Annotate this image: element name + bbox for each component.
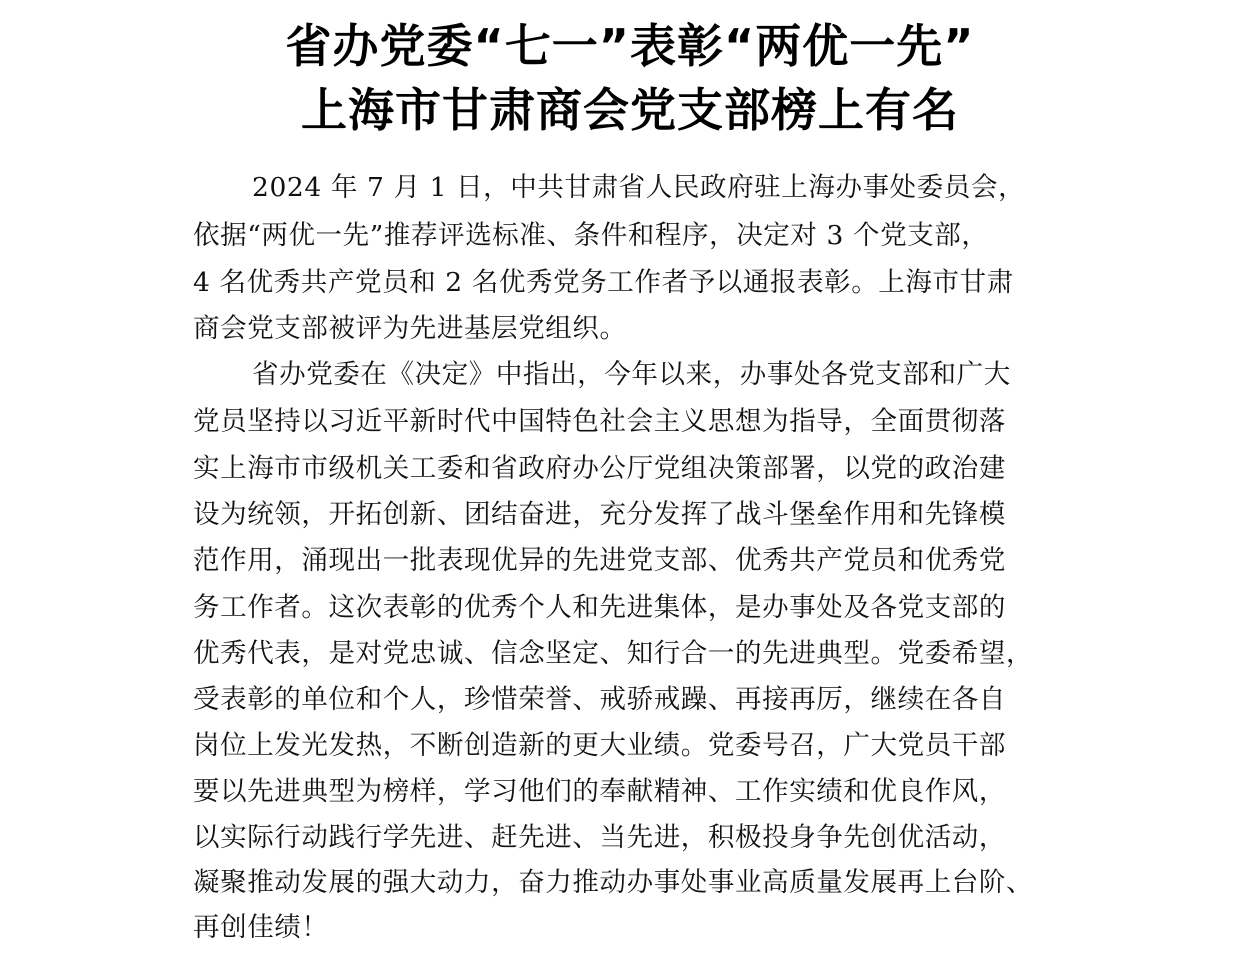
paragraph-2-line: 设为统领，开拓创新、团结奋进，充分发挥了战斗堡垒作用和先锋模: [193, 499, 1006, 530]
paragraph-2-line: 以实际行动践行学先进、赶先进、当先进，积极投身争先创优活动，: [193, 822, 1006, 853]
headline-line-1: 省办党委“七一”表彰“两优一先”: [285, 19, 975, 73]
paragraph-2-line: 受表彰的单位和个人，珍惜荣誉、戒骄戒躁、再接再厉，继续在各自: [193, 684, 1006, 715]
paragraph-2-line: 党员坚持以习近平新时代中国特色社会主义思想为指导，全面贯彻落: [193, 406, 1006, 437]
paragraph-2-line: 省办党委在《决定》中指出，今年以来，办事处各党支部和广大: [252, 359, 1011, 390]
paragraph-2-line: 实上海市市级机关工委和省政府办公厅党组决策部署，以党的政治建: [193, 453, 1006, 484]
paragraph-2-line: 优秀代表，是对党忠诚、信念坚定、知行合一的先进典型。党委希望，: [193, 638, 1034, 669]
paragraph-2-line: 岗位上发光发热，不断创造新的更大业绩。党委号召，广大党员干部: [193, 730, 1006, 761]
paragraph-1-line: 商会党支部被评为先进基层党组织。: [193, 313, 627, 344]
paragraph-2-line: 务工作者。这次表彰的优秀个人和先进集体，是办事处及各党支部的: [193, 592, 1006, 623]
paragraph-2-line: 范作用，涌现出一批表现优异的先进党支部、优秀共产党员和优秀党: [193, 545, 1006, 576]
paragraph-2-line: 再创佳绩！: [193, 912, 329, 943]
headline-line-2: 上海市甘肃商会党支部榜上有名: [301, 83, 959, 137]
paragraph-1-line: 依据“两优一先”推荐评选标准、条件和程序，决定对 3 个党支部，: [193, 220, 989, 251]
paragraph-2-line: 凝聚推动发展的强大动力，奋力推动办事处事业高质量发展再上台阶、: [193, 867, 1034, 898]
paragraph-1-line: 2024 年 7 月 1 日，中共甘肃省人民政府驻上海办事处委员会，: [252, 172, 1026, 203]
paragraph-1-line: 4 名优秀共产党员和 2 名优秀党务工作者予以通报表彰。上海市甘肃: [193, 267, 1014, 298]
paragraph-2-line: 要以先进典型为榜样，学习他们的奉献精神、工作实绩和优良作风，: [193, 776, 1006, 807]
